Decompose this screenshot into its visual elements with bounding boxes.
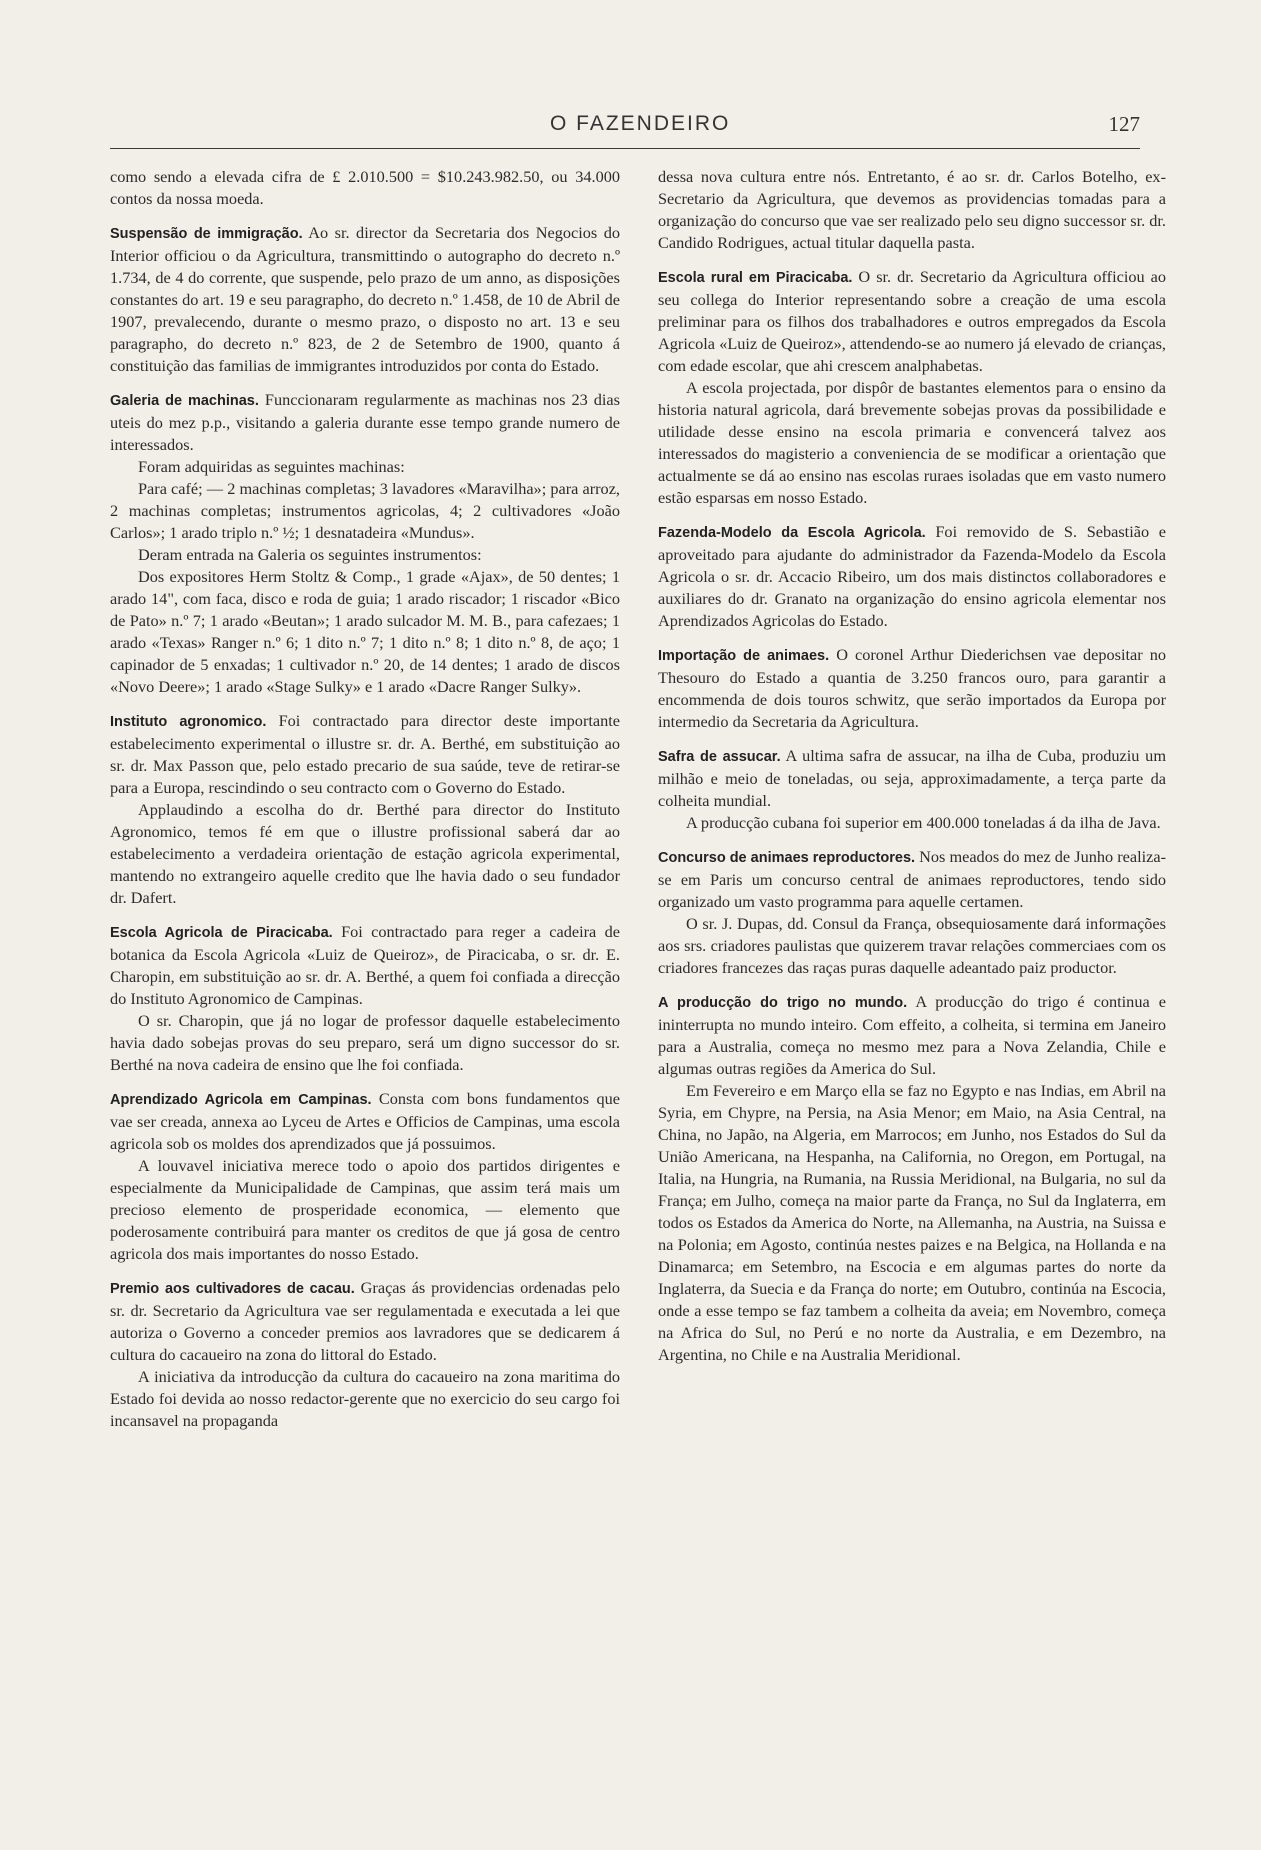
article-text: Foi contractado para reger a cadeira de botanica da Escola Agricola «Luiz de Queiroz», de Piracicaba, o sr. dr. E. Charopin, em substituição ao sr. dr. A. Berthé, a quem foi confiada a direcção do Instituto Agronomico de Campinas. [110, 922, 621, 1008]
article-text: Consta com bons fundamentos que vae ser creada, annexa ao Lyceu de Artes e Officios de Campinas, uma escola agricola sob os moldes dos aprendizados que já possuimos. [110, 1089, 620, 1153]
article-paragraph: A louvavel iniciativa merece todo o apoio dos partidos dirigentes e especialmente da Municipalidade de Campinas, que assim terá mais um precioso elemento de prosperidade economica, — elemento que poderosamente contribuirá para manter os creditos de que já gosa de centro agricola dos mais importantes do nosso Estado. [110, 1156, 620, 1263]
article-paragraph: A escola projectada, por dispôr de bastantes elementos para o ensino da historia natural agricola, dará brevemente sobejas provas da possibilidade e utilidade desse ensino na escola primaria e convencerá talvez aos interessados do magisterio a conveniencia de se modificar a orientação que actualmente se dá ao ensino nas escolas ruraes isoladas que em vasto numero estão esparsas em nosso Estado. [658, 378, 1166, 507]
article-heading: Fazenda-Modelo da Escola Agricola. [658, 525, 926, 541]
article-heading: Concurso de animaes reproductores. [658, 850, 916, 866]
article-text: Graças ás providencias ordenadas pelo sr. dr. Secretario da Agricultura vae ser regulamentada e executada a lei que autoriza o Governo a conceder premios aos lavradores que se dedicarem á cultura do cacaueiro na zona do littoral do Estado. [110, 1278, 620, 1364]
article-paragraph: O sr. Charopin, que já no logar de professor daquelle estabelecimento havia dado sobejas provas do seu preparo, será um digno successor do sr. Berthé na nova cadeira de ensino que lhe foi confiada. [110, 1011, 620, 1074]
article-heading: A producção do trigo no mundo. [658, 995, 908, 1011]
article-heading: Safra de assucar. [658, 749, 781, 765]
article-paragraph: Deram entrada na Galeria os seguintes instrumentos: [138, 545, 482, 564]
article-fazenda-modelo [658, 521, 1166, 632]
article-paragraph: A producção cubana foi superior em 400.000 toneladas á da ilha de Java. [686, 813, 1161, 832]
article-heading: Escola Agricola de Piracicaba. [110, 925, 333, 941]
article-paragraph: O sr. J. Dupas, dd. Consul da França, obsequiosamente dará informações aos srs. criadores paulistas que quizerem travar relações commerciaes com os criadores francezes das raças puras daquelle adeantado paiz productor. [658, 914, 1166, 977]
article-text: Foi contractado para director deste importante estabelecimento experimental o illustre sr. dr. A. Berthé, em substituição ao sr. dr. Max Passon que, pelo estado precario de sua saúde, teve de retirar-se para a Europa, rescindindo o seu contracto com o Governo do Estado. [110, 711, 621, 797]
article-suspensao [110, 222, 620, 377]
article-importacao [658, 644, 1166, 733]
article-text: Foi removido de S. Sebastião e aproveitado para ajudante do administrador da Fazenda-Modelo da Escola Agricola o sr. dr. Accacio Ribeiro, um dos mais distinctos collaboradores e auxiliares do dr. Granato na organização do ensino agricola elementar nos Aprendizados Agricolas do Estado. [658, 522, 1166, 630]
article-heading: Premio aos cultivadores de cacau. [110, 1281, 355, 1297]
article-paragraph: Foram adquiridas as seguintes machinas: [138, 457, 405, 476]
article-text: Funccionaram regularmente as machinas nos 23 dias uteis do mez p.p., visitando a galeria durante esse tempo grande numero de interessados. [110, 390, 620, 454]
article-text: O sr. dr. Secretario da Agricultura officiou ao seu collega do Interior representando sobre a creação de uma escola preliminar para os filhos dos trabalhadores e outros empregados da Escola Agricola «Luiz de Queiroz», attendendo-se ao numero já elevado de crianças, com edade escolar, que ahi crescem analphabetas. [658, 267, 1167, 375]
article-paragraph: Applaudindo a escolha do dr. Berthé para director do Instituto Agronomico, temos fé em que o illustre profissional saberá dar ao estabelecimento a verdadeira orientação de estação agricola experimental, mantendo no extrangeiro aquelle credito que lhe havia dado o seu fundador dr. Dafert. [110, 800, 620, 907]
left-intro: como sendo a elevada cifra de £ 2.010.500 = $10.243.982.50, ou 34.000 contos da nossa moeda. [110, 167, 620, 208]
article-heading: Suspensão de immigração. [110, 226, 303, 242]
article-text: A producção do trigo é continua e ininterrupta no mundo inteiro. Com effeito, a colheita, si termina em Janeiro para a Australia, começa no mesmo mez para a Nova Zelandia, Chile e algumas outras regiões da America do Sul. [658, 992, 1166, 1078]
article-instituto [110, 710, 620, 909]
article-text: O coronel Arthur Diederichsen vae depositar no Thesouro do Estado a quantia de 3.250 francos ouro, para garantir a encommenda de dois touros schwitz, que serão importados da Europa por intermedio da Secretaria da Agricultura. [658, 645, 1166, 731]
article-concurso [658, 846, 1166, 979]
article-paragraph: Em Fevereiro e em Março ella se faz no Egypto e nas Indias, em Abril na Syria, em Chypre, na Persia, na Asia Menor; em Maio, na Asia Central, na China, no Japão, na Algeria, em Marrocos; em Junho, nos Estados do Sul da União Americana, na Hespanha, na California, no Oregon, em Portugal, na Italia, na Hungria, na Rumania, na Russia Meridional, na Bulgaria, no sul da França; em Julho, começa na maior parte da França, no Sul da Inglaterra, em todos os Estados da America do Norte, na Allemanha, na Austria, na Suissa e na Polonia; em Agosto, continúa nestes paizes e na Belgica, na Hollanda e na Dinamarca; em Setembro, na Escocia e em algumas partes do norte da Inglaterra, da Suecia e da França do norte; em Outubro, continúa na Escocia, onde a esse tempo se faz tambem a colheita da aveia; em Novembro, começa na Africa do Sul, no Perú e no norte da Australia, e em Dezembro, na Argentina, no Chile e na Australia Meridional. [658, 1081, 1166, 1364]
article-galeria [110, 389, 620, 698]
article-trigo [658, 991, 1166, 1366]
article-escola-rural [658, 266, 1166, 509]
page-header [110, 108, 1140, 149]
journal-title: O FAZENDEIRO [550, 112, 731, 135]
article-safra [658, 745, 1166, 834]
article-paragraph: Para café; — 2 machinas completas; 3 lavadores «Maravilha»; para arroz, 2 machinas completas; instrumentos agricolas, 4; 2 cultivadores «João Carlos»; 1 arado triplo n.º ½; 1 desnatadeira «Mundus». [110, 479, 620, 542]
article-paragraph: A iniciativa da introducção da cultura do cacaueiro na zona maritima do Estado foi devida ao nosso redactor-gerente que no exercicio do seu cargo foi incansavel na propaganda [110, 1367, 620, 1430]
article-text: Ao sr. director da Secretaria dos Negocios do Interior officiou o da Agricultura, transmittindo o autographo do decreto n.º 1.734, de 4 do corrente, que suspende, pelo prazo de um anno, as disposições constantes do art. 19 e seu paragrapho, do decreto n.º 1.458, de 10 de Abril de 1907, prevalecendo, durante o mesmo prazo, o disposto no art. 13 e seu paragrapho, do decreto n.º 823, de 2 de Setembro de 1900, quanto á constituição das familias de immigrantes introduzidos por conta do Estado. [110, 223, 621, 375]
right-column [658, 166, 1166, 1366]
article-escola-piracicaba [110, 921, 620, 1076]
article-heading: Aprendizado Agricola em Campinas. [110, 1092, 372, 1108]
article-text: Nos meados do mez de Junho realiza-se em Paris um concurso central de animaes reproductores, tendo sido organizado um vasto programma para aquelle certamen. [658, 847, 1167, 911]
article-aprendizado [110, 1088, 620, 1265]
article-premio-cacau [110, 1277, 620, 1432]
article-heading: Importação de animaes. [658, 648, 830, 664]
article-heading: Galeria de machinas. [110, 393, 259, 409]
article-heading: Escola rural em Piracicaba. [658, 270, 853, 286]
article-paragraph: Dos expositores Herm Stoltz & Comp., 1 grade «Ajax», de 50 dentes; 1 arado 14", com faca, disco e roda de guia; 1 arado riscador; 1 riscador «Bico de Pato» n.º 7; 1 arado «Beutan»; 1 arado sulcador M. M. B., para cafezaes; 1 arado «Texas» Ranger n.º 6; 1 dito n.º 7; 1 dito n.º 8; 1 dito n.º 8, de aço; 1 capinador de 5 enxadas; 1 cultivador n.º 20, de 14 dentes; 1 arado de discos «Novo Deere»; 1 arado «Stage Sulky» e 1 arado «Dacre Ranger Sulky». [110, 567, 620, 696]
article-heading: Instituto agronomico. [110, 714, 267, 730]
right-intro: dessa nova cultura entre nós. Entretanto, é ao sr. dr. Carlos Botelho, ex-Secretario da Agricultura, que devemos as providencias tomadas para a organização do concurso que vae ser realizado pelo seu digno successor sr. dr. Candido Rodrigues, actual titular daquella pasta. [658, 167, 1166, 252]
page-number: 127 [1108, 112, 1140, 136]
article-text: A ultima safra de assucar, na ilha de Cuba, produziu um milhão e meio de toneladas, ou seja, approximadamente, a terça parte da colheita mundial. [658, 746, 1166, 810]
left-column [110, 166, 620, 1432]
